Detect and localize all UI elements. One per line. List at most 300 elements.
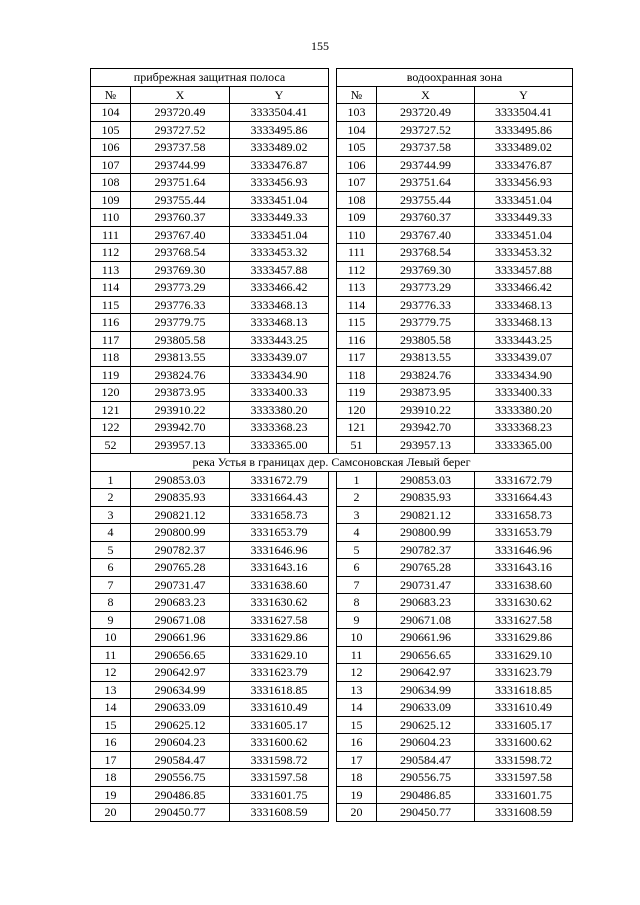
column-gap (329, 489, 337, 507)
table-row (91, 629, 573, 647)
left-point-number: 5 (91, 541, 131, 559)
right-x-coordinate: 290800.99 (377, 524, 475, 542)
left-x-coordinate: 293768.54 (131, 244, 230, 262)
right-x-coordinate: 293805.58 (377, 331, 475, 349)
left-point-number: 2 (91, 489, 131, 507)
header-number: № (337, 86, 377, 104)
column-gap (329, 524, 337, 542)
left-y-coordinate: 3333380.20 (230, 401, 329, 419)
column-gap (329, 86, 337, 104)
right-y-coordinate: 3331630.62 (475, 594, 573, 612)
left-y-coordinate: 3331646.96 (230, 541, 329, 559)
column-gap (329, 699, 337, 717)
left-x-coordinate: 290556.75 (131, 769, 230, 787)
left-point-number: 20 (91, 804, 131, 822)
left-point-number: 119 (91, 366, 131, 384)
left-y-coordinate: 3331601.75 (230, 786, 329, 804)
left-x-coordinate: 293773.29 (131, 279, 230, 297)
table-row (91, 804, 573, 822)
left-x-coordinate: 290821.12 (131, 506, 230, 524)
left-y-coordinate: 3331598.72 (230, 751, 329, 769)
left-point-number: 105 (91, 121, 131, 139)
table-row (91, 384, 573, 402)
left-y-coordinate: 3331618.85 (230, 681, 329, 699)
left-x-coordinate: 290853.03 (131, 471, 230, 489)
right-x-coordinate: 293769.30 (377, 261, 475, 279)
right-y-coordinate: 3333468.13 (475, 296, 573, 314)
left-y-coordinate: 3331630.62 (230, 594, 329, 612)
column-gap (329, 629, 337, 647)
table-row (91, 699, 573, 717)
column-gap (329, 576, 337, 594)
left-y-coordinate: 3333495.86 (230, 121, 329, 139)
table-row (91, 681, 573, 699)
right-x-coordinate: 293779.75 (377, 314, 475, 332)
right-point-number: 7 (337, 576, 377, 594)
left-x-coordinate: 293910.22 (131, 401, 230, 419)
left-y-coordinate: 3333489.02 (230, 139, 329, 157)
column-gap (329, 611, 337, 629)
left-y-coordinate: 3331627.58 (230, 611, 329, 629)
right-y-coordinate: 3333434.90 (475, 366, 573, 384)
column-gap (329, 261, 337, 279)
right-point-number: 10 (337, 629, 377, 647)
right-table-title: водоохранная зона (337, 69, 573, 87)
right-y-coordinate: 3331601.75 (475, 786, 573, 804)
left-y-coordinate: 3331672.79 (230, 471, 329, 489)
left-y-coordinate: 3333457.88 (230, 261, 329, 279)
left-y-coordinate: 3333451.04 (230, 191, 329, 209)
left-x-coordinate: 290450.77 (131, 804, 230, 822)
right-x-coordinate: 293768.54 (377, 244, 475, 262)
table-row (91, 419, 573, 437)
right-point-number: 109 (337, 209, 377, 227)
left-point-number: 110 (91, 209, 131, 227)
table-row (91, 156, 573, 174)
right-y-coordinate: 3333456.93 (475, 174, 573, 192)
right-x-coordinate: 293767.40 (377, 226, 475, 244)
left-x-coordinate: 293769.30 (131, 261, 230, 279)
table-row (91, 716, 573, 734)
left-y-coordinate: 3331600.62 (230, 734, 329, 752)
left-y-coordinate: 3331629.86 (230, 629, 329, 647)
right-x-coordinate: 290625.12 (377, 716, 475, 734)
left-x-coordinate: 290800.99 (131, 524, 230, 542)
left-point-number: 14 (91, 699, 131, 717)
column-gap (329, 716, 337, 734)
left-point-number: 113 (91, 261, 131, 279)
right-y-coordinate: 3331600.62 (475, 734, 573, 752)
left-y-coordinate: 3331605.17 (230, 716, 329, 734)
right-point-number: 17 (337, 751, 377, 769)
column-gap (329, 191, 337, 209)
right-x-coordinate: 290853.03 (377, 471, 475, 489)
right-x-coordinate: 290604.23 (377, 734, 475, 752)
left-point-number: 117 (91, 331, 131, 349)
left-point-number: 52 (91, 436, 131, 454)
left-y-coordinate: 3331629.10 (230, 646, 329, 664)
table-row (91, 436, 573, 454)
left-x-coordinate: 290731.47 (131, 576, 230, 594)
column-gap (329, 559, 337, 577)
column-gap (329, 804, 337, 822)
right-point-number: 119 (337, 384, 377, 402)
table-row (91, 506, 573, 524)
left-y-coordinate: 3333504.41 (230, 104, 329, 122)
right-y-coordinate: 3333504.41 (475, 104, 573, 122)
left-y-coordinate: 3331643.16 (230, 559, 329, 577)
right-x-coordinate: 290656.65 (377, 646, 475, 664)
table-row (91, 261, 573, 279)
right-y-coordinate: 3333451.04 (475, 226, 573, 244)
right-y-coordinate: 3331597.58 (475, 769, 573, 787)
right-point-number: 51 (337, 436, 377, 454)
right-point-number: 115 (337, 314, 377, 332)
table-row (91, 331, 573, 349)
left-point-number: 122 (91, 419, 131, 437)
left-x-coordinate: 293751.64 (131, 174, 230, 192)
right-point-number: 4 (337, 524, 377, 542)
right-x-coordinate: 293942.70 (377, 419, 475, 437)
left-x-coordinate: 293776.33 (131, 296, 230, 314)
right-x-coordinate: 293873.95 (377, 384, 475, 402)
left-point-number: 10 (91, 629, 131, 647)
right-x-coordinate: 290661.96 (377, 629, 475, 647)
right-point-number: 11 (337, 646, 377, 664)
right-point-number: 118 (337, 366, 377, 384)
left-y-coordinate: 3333451.04 (230, 226, 329, 244)
right-point-number: 18 (337, 769, 377, 787)
table-row (91, 664, 573, 682)
right-point-number: 112 (337, 261, 377, 279)
left-point-number: 3 (91, 506, 131, 524)
left-y-coordinate: 3331597.58 (230, 769, 329, 787)
left-x-coordinate: 293824.76 (131, 366, 230, 384)
left-y-coordinate: 3333468.13 (230, 296, 329, 314)
table-row (91, 121, 573, 139)
right-point-number: 2 (337, 489, 377, 507)
left-y-coordinate: 3331664.43 (230, 489, 329, 507)
right-x-coordinate: 293744.99 (377, 156, 475, 174)
right-y-coordinate: 3331672.79 (475, 471, 573, 489)
left-y-coordinate: 3333476.87 (230, 156, 329, 174)
left-y-coordinate: 3333468.13 (230, 314, 329, 332)
column-gap (329, 296, 337, 314)
left-point-number: 17 (91, 751, 131, 769)
right-point-number: 116 (337, 331, 377, 349)
table-row (91, 191, 573, 209)
left-x-coordinate: 290604.23 (131, 734, 230, 752)
column-gap (329, 226, 337, 244)
left-y-coordinate: 3331638.60 (230, 576, 329, 594)
right-point-number: 114 (337, 296, 377, 314)
right-x-coordinate: 290765.28 (377, 559, 475, 577)
left-x-coordinate: 293755.44 (131, 191, 230, 209)
table-row (91, 104, 573, 122)
header-y: Y (475, 86, 573, 104)
right-y-coordinate: 3331629.10 (475, 646, 573, 664)
right-point-number: 12 (337, 664, 377, 682)
left-x-coordinate: 290633.09 (131, 699, 230, 717)
left-x-coordinate: 290656.65 (131, 646, 230, 664)
column-gap (329, 471, 337, 489)
left-y-coordinate: 3331623.79 (230, 664, 329, 682)
left-x-coordinate: 290584.47 (131, 751, 230, 769)
left-point-number: 7 (91, 576, 131, 594)
column-gap (329, 314, 337, 332)
left-x-coordinate: 293760.37 (131, 209, 230, 227)
right-point-number: 120 (337, 401, 377, 419)
right-x-coordinate: 290821.12 (377, 506, 475, 524)
right-x-coordinate: 293720.49 (377, 104, 475, 122)
left-point-number: 111 (91, 226, 131, 244)
left-y-coordinate: 3333443.25 (230, 331, 329, 349)
right-point-number: 6 (337, 559, 377, 577)
left-point-number: 121 (91, 401, 131, 419)
left-y-coordinate: 3333365.00 (230, 436, 329, 454)
left-x-coordinate: 290642.97 (131, 664, 230, 682)
right-point-number: 13 (337, 681, 377, 699)
right-x-coordinate: 290634.99 (377, 681, 475, 699)
table-row (91, 734, 573, 752)
left-x-coordinate: 290782.37 (131, 541, 230, 559)
right-point-number: 103 (337, 104, 377, 122)
left-y-coordinate: 3331608.59 (230, 804, 329, 822)
page-number: 155 (311, 39, 329, 53)
table-row (91, 471, 573, 489)
section-title: река Устья в границах дер. Самсоновская Левый берег (91, 454, 573, 472)
left-x-coordinate: 293805.58 (131, 331, 230, 349)
table-row (91, 226, 573, 244)
column-gap (329, 349, 337, 367)
right-y-coordinate: 3331653.79 (475, 524, 573, 542)
left-point-number: 114 (91, 279, 131, 297)
column-gap (329, 646, 337, 664)
right-x-coordinate: 290584.47 (377, 751, 475, 769)
right-point-number: 117 (337, 349, 377, 367)
right-point-number: 105 (337, 139, 377, 157)
right-point-number: 8 (337, 594, 377, 612)
column-gap (329, 384, 337, 402)
left-y-coordinate: 3333439.07 (230, 349, 329, 367)
right-point-number: 5 (337, 541, 377, 559)
right-x-coordinate: 290731.47 (377, 576, 475, 594)
left-x-coordinate: 290625.12 (131, 716, 230, 734)
table-row (91, 576, 573, 594)
right-point-number: 113 (337, 279, 377, 297)
table-row (91, 489, 573, 507)
right-y-coordinate: 3333476.87 (475, 156, 573, 174)
column-gap (329, 419, 337, 437)
table-row (91, 594, 573, 612)
left-y-coordinate: 3331658.73 (230, 506, 329, 524)
right-x-coordinate: 293773.29 (377, 279, 475, 297)
right-y-coordinate: 3333380.20 (475, 401, 573, 419)
left-point-number: 6 (91, 559, 131, 577)
table-row (91, 174, 573, 192)
table-row (91, 559, 573, 577)
right-y-coordinate: 3333443.25 (475, 331, 573, 349)
table-row (91, 611, 573, 629)
left-point-number: 108 (91, 174, 131, 192)
right-x-coordinate: 293755.44 (377, 191, 475, 209)
right-x-coordinate: 290671.08 (377, 611, 475, 629)
title-row (91, 69, 573, 87)
right-point-number: 9 (337, 611, 377, 629)
left-x-coordinate: 290683.23 (131, 594, 230, 612)
table-row (91, 769, 573, 787)
column-gap (329, 734, 337, 752)
column-gap (329, 139, 337, 157)
right-x-coordinate: 290486.85 (377, 786, 475, 804)
left-point-number: 112 (91, 244, 131, 262)
right-y-coordinate: 3331664.43 (475, 489, 573, 507)
left-table-title: прибрежная защитная полоса (91, 69, 329, 87)
left-y-coordinate: 3333368.23 (230, 419, 329, 437)
column-gap (329, 69, 337, 87)
right-x-coordinate: 293737.58 (377, 139, 475, 157)
right-x-coordinate: 293776.33 (377, 296, 475, 314)
right-y-coordinate: 3333468.13 (475, 314, 573, 332)
column-gap (329, 401, 337, 419)
left-y-coordinate: 3333453.32 (230, 244, 329, 262)
table-row (91, 524, 573, 542)
left-point-number: 19 (91, 786, 131, 804)
left-x-coordinate: 293942.70 (131, 419, 230, 437)
header-number: № (91, 86, 131, 104)
right-y-coordinate: 3331608.59 (475, 804, 573, 822)
left-x-coordinate: 293813.55 (131, 349, 230, 367)
header-x: X (377, 86, 475, 104)
column-gap (329, 664, 337, 682)
left-x-coordinate: 293873.95 (131, 384, 230, 402)
right-x-coordinate: 293910.22 (377, 401, 475, 419)
right-y-coordinate: 3331618.85 (475, 681, 573, 699)
left-point-number: 115 (91, 296, 131, 314)
column-gap (329, 244, 337, 262)
right-y-coordinate: 3331643.16 (475, 559, 573, 577)
left-x-coordinate: 293720.49 (131, 104, 230, 122)
right-x-coordinate: 293813.55 (377, 349, 475, 367)
left-x-coordinate: 293737.58 (131, 139, 230, 157)
right-x-coordinate: 290835.93 (377, 489, 475, 507)
right-x-coordinate: 290782.37 (377, 541, 475, 559)
header-row (91, 86, 573, 104)
table-row (91, 279, 573, 297)
left-y-coordinate: 3333400.33 (230, 384, 329, 402)
right-point-number: 108 (337, 191, 377, 209)
right-point-number: 104 (337, 121, 377, 139)
left-point-number: 4 (91, 524, 131, 542)
left-x-coordinate: 290661.96 (131, 629, 230, 647)
left-point-number: 15 (91, 716, 131, 734)
table-row (91, 786, 573, 804)
right-point-number: 107 (337, 174, 377, 192)
column-gap (329, 681, 337, 699)
table-row (91, 296, 573, 314)
right-x-coordinate: 290642.97 (377, 664, 475, 682)
column-gap (329, 104, 337, 122)
left-x-coordinate: 293779.75 (131, 314, 230, 332)
header-x: X (131, 86, 230, 104)
right-y-coordinate: 3331598.72 (475, 751, 573, 769)
right-x-coordinate: 293727.52 (377, 121, 475, 139)
left-point-number: 18 (91, 769, 131, 787)
left-point-number: 118 (91, 349, 131, 367)
right-x-coordinate: 293957.13 (377, 436, 475, 454)
right-y-coordinate: 3333449.33 (475, 209, 573, 227)
column-gap (329, 751, 337, 769)
table-row (91, 209, 573, 227)
right-y-coordinate: 3331610.49 (475, 699, 573, 717)
column-gap (329, 279, 337, 297)
right-point-number: 121 (337, 419, 377, 437)
left-point-number: 116 (91, 314, 131, 332)
column-gap (329, 331, 337, 349)
left-point-number: 9 (91, 611, 131, 629)
left-point-number: 12 (91, 664, 131, 682)
right-x-coordinate: 293751.64 (377, 174, 475, 192)
left-x-coordinate: 290765.28 (131, 559, 230, 577)
right-y-coordinate: 3333451.04 (475, 191, 573, 209)
left-y-coordinate: 3333456.93 (230, 174, 329, 192)
table-row (91, 349, 573, 367)
right-point-number: 14 (337, 699, 377, 717)
left-y-coordinate: 3333466.42 (230, 279, 329, 297)
column-gap (329, 366, 337, 384)
table-row (91, 401, 573, 419)
column-gap (329, 506, 337, 524)
column-gap (329, 209, 337, 227)
left-x-coordinate: 293744.99 (131, 156, 230, 174)
table-row (91, 366, 573, 384)
left-x-coordinate: 290486.85 (131, 786, 230, 804)
left-point-number: 11 (91, 646, 131, 664)
right-y-coordinate: 3333368.23 (475, 419, 573, 437)
right-y-coordinate: 3331638.60 (475, 576, 573, 594)
right-point-number: 15 (337, 716, 377, 734)
section-row (91, 454, 573, 472)
right-x-coordinate: 290633.09 (377, 699, 475, 717)
right-x-coordinate: 293824.76 (377, 366, 475, 384)
left-y-coordinate: 3331653.79 (230, 524, 329, 542)
left-point-number: 106 (91, 139, 131, 157)
right-y-coordinate: 3333466.42 (475, 279, 573, 297)
left-y-coordinate: 3333434.90 (230, 366, 329, 384)
right-y-coordinate: 3333489.02 (475, 139, 573, 157)
right-point-number: 110 (337, 226, 377, 244)
left-x-coordinate: 293957.13 (131, 436, 230, 454)
right-y-coordinate: 3331658.73 (475, 506, 573, 524)
right-point-number: 111 (337, 244, 377, 262)
right-x-coordinate: 290450.77 (377, 804, 475, 822)
column-gap (329, 594, 337, 612)
left-point-number: 107 (91, 156, 131, 174)
left-point-number: 109 (91, 191, 131, 209)
left-x-coordinate: 290634.99 (131, 681, 230, 699)
right-y-coordinate: 3333453.32 (475, 244, 573, 262)
right-point-number: 20 (337, 804, 377, 822)
right-x-coordinate: 290683.23 (377, 594, 475, 612)
right-y-coordinate: 3331627.58 (475, 611, 573, 629)
left-x-coordinate: 293767.40 (131, 226, 230, 244)
header-y: Y (230, 86, 329, 104)
column-gap (329, 121, 337, 139)
table-row (91, 541, 573, 559)
right-x-coordinate: 290556.75 (377, 769, 475, 787)
left-x-coordinate: 293727.52 (131, 121, 230, 139)
right-x-coordinate: 293760.37 (377, 209, 475, 227)
